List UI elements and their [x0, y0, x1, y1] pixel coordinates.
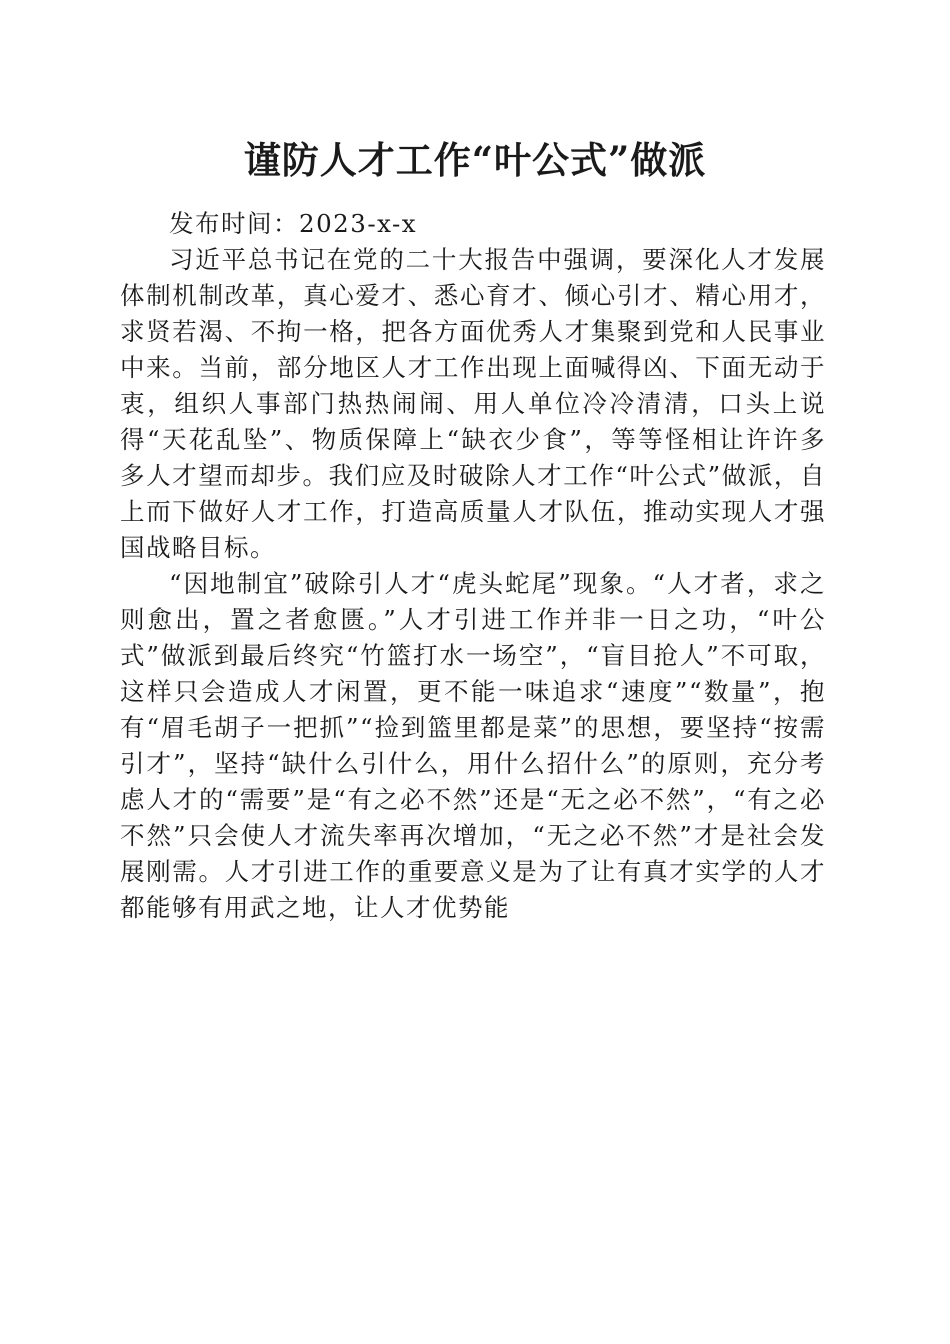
publish-date-line: 发布时间：2023-x-x [169, 209, 418, 238]
paragraph-talent-introduction: “因地制宜”破除引人才“虎头蛇尾”现象。“人才者，求之则愈出，置之者愈匮。”人才引进工作并非一日之功，“叶公式”做派到最后终究“竹篮打水一场空”，“盲目抢人”不可取，这样只会造成人才闲置，更不能一味追求“速度”“数量”，抱有“眉毛胡子一把抓”“捡到篮里都是菜”的思想，要坚持“按需引才”，坚持“缺什么引什么，用什么招什么”的原则，充分考虑人才的“需要”是“有之必不然”还是“无之必不然”，“有之必不然”只会使人才流失率再次增加，“无之必不然”才是社会发展刚需。人才引进工作的重要意义是为了让有真才实学的人才都能够有用武之地，让人才优势能 [120, 569, 826, 922]
document-title: 谨防人才工作“叶公式”做派 [243, 138, 707, 182]
paragraph-intro: 习近平总书记在党的二十大报告中强调，要深化人才发展体制机制改革，真心爱才、悉心育才、倾心引才、精心用才，求贤若渴、不拘一格，把各方面优秀人才集聚到党和人民事业中来。当前，部分地区人才工作出现上面喊得凶、下面无动于衷，组织人事部门热热闹闹、用人单位冷冷清清，口头上说得“天花乱坠”、物质保障上“缺衣少食”，等等怪相让许许多多人才望而却步。我们应及时破除人才工作“叶公式”做派，自上而下做好人才工作，打造高质量人才队伍，推动实现人才强国战略目标。 [120, 245, 826, 562]
document-body [120, 206, 826, 926]
